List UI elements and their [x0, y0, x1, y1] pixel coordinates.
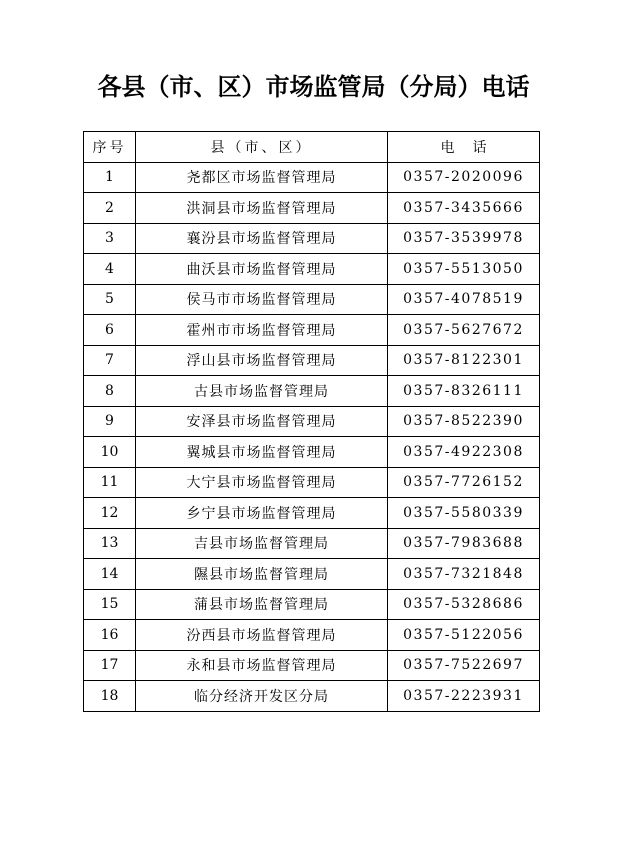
row-seq: 1 [84, 162, 136, 193]
row-phone-number: 0357-5122056 [388, 620, 540, 651]
table-row [84, 193, 540, 224]
row-seq: 2 [84, 193, 136, 224]
row-seq: 13 [84, 528, 136, 559]
table-row [84, 223, 540, 254]
row-bureau-name: 隰县市场监督管理局 [136, 559, 388, 590]
table-row [84, 437, 540, 468]
table-row [84, 681, 540, 712]
row-phone-number: 0357-7321848 [388, 559, 540, 590]
row-phone-number: 0357-2223931 [388, 681, 540, 712]
row-bureau-name: 安泽县市场监督管理局 [136, 406, 388, 437]
row-bureau-name: 翼城县市场监督管理局 [136, 437, 388, 468]
row-seq: 4 [84, 254, 136, 285]
table-header-row [84, 132, 540, 163]
row-seq: 7 [84, 345, 136, 376]
row-seq: 3 [84, 223, 136, 254]
table-row [84, 589, 540, 620]
row-seq: 18 [84, 681, 136, 712]
table-row [84, 376, 540, 407]
row-bureau-name: 乡宁县市场监督管理局 [136, 498, 388, 529]
row-seq: 15 [84, 589, 136, 620]
row-bureau-name: 尧都区市场监督管理局 [136, 162, 388, 193]
phone-directory-table [83, 131, 540, 712]
row-seq: 6 [84, 315, 136, 346]
row-phone-number: 0357-5328686 [388, 589, 540, 620]
row-seq: 8 [84, 376, 136, 407]
row-bureau-name: 大宁县市场监督管理局 [136, 467, 388, 498]
table-row [84, 162, 540, 193]
table-row [84, 254, 540, 285]
row-seq: 9 [84, 406, 136, 437]
row-phone-number: 0357-4922308 [388, 437, 540, 468]
table-row [84, 345, 540, 376]
row-phone-number: 0357-5513050 [388, 254, 540, 285]
row-bureau-name: 霍州市市场监督管理局 [136, 315, 388, 346]
row-phone-number: 0357-2020096 [388, 162, 540, 193]
row-bureau-name: 曲沃县市场监督管理局 [136, 254, 388, 285]
row-seq: 16 [84, 620, 136, 651]
row-bureau-name: 襄汾县市场监督管理局 [136, 223, 388, 254]
table-row [84, 620, 540, 651]
table-row [84, 650, 540, 681]
row-bureau-name: 侯马市市场监督管理局 [136, 284, 388, 315]
table-row [84, 467, 540, 498]
row-bureau-name: 吉县市场监督管理局 [136, 528, 388, 559]
table-row [84, 528, 540, 559]
row-phone-number: 0357-8522390 [388, 406, 540, 437]
table-row [84, 406, 540, 437]
table-row [84, 284, 540, 315]
row-phone-number: 0357-5580339 [388, 498, 540, 529]
header-county: 县（市、区） [136, 132, 388, 163]
row-seq: 10 [84, 437, 136, 468]
row-seq: 11 [84, 467, 136, 498]
row-phone-number: 0357-5627672 [388, 315, 540, 346]
table-row [84, 315, 540, 346]
row-bureau-name: 临分经济开发区分局 [136, 681, 388, 712]
row-seq: 12 [84, 498, 136, 529]
row-seq: 14 [84, 559, 136, 590]
row-bureau-name: 永和县市场监督管理局 [136, 650, 388, 681]
row-phone-number: 0357-4078519 [388, 284, 540, 315]
row-bureau-name: 蒲县市场监督管理局 [136, 589, 388, 620]
row-bureau-name: 洪洞县市场监督管理局 [136, 193, 388, 224]
header-seq: 序号 [84, 132, 136, 163]
table-row [84, 559, 540, 590]
header-phone: 电话 [388, 132, 540, 163]
row-bureau-name: 浮山县市场监督管理局 [136, 345, 388, 376]
row-phone-number: 0357-8122301 [388, 345, 540, 376]
row-phone-number: 0357-7726152 [388, 467, 540, 498]
row-phone-number: 0357-3435666 [388, 193, 540, 224]
row-bureau-name: 汾西县市场监督管理局 [136, 620, 388, 651]
row-phone-number: 0357-7983688 [388, 528, 540, 559]
row-phone-number: 0357-7522697 [388, 650, 540, 681]
table-body [84, 162, 540, 711]
row-phone-number: 0357-3539978 [388, 223, 540, 254]
row-seq: 5 [84, 284, 136, 315]
page-title: 各县（市、区）市场监管局（分局）电话 [97, 73, 530, 101]
table-row [84, 498, 540, 529]
row-phone-number: 0357-8326111 [388, 376, 540, 407]
row-seq: 17 [84, 650, 136, 681]
row-bureau-name: 古县市场监督管理局 [136, 376, 388, 407]
